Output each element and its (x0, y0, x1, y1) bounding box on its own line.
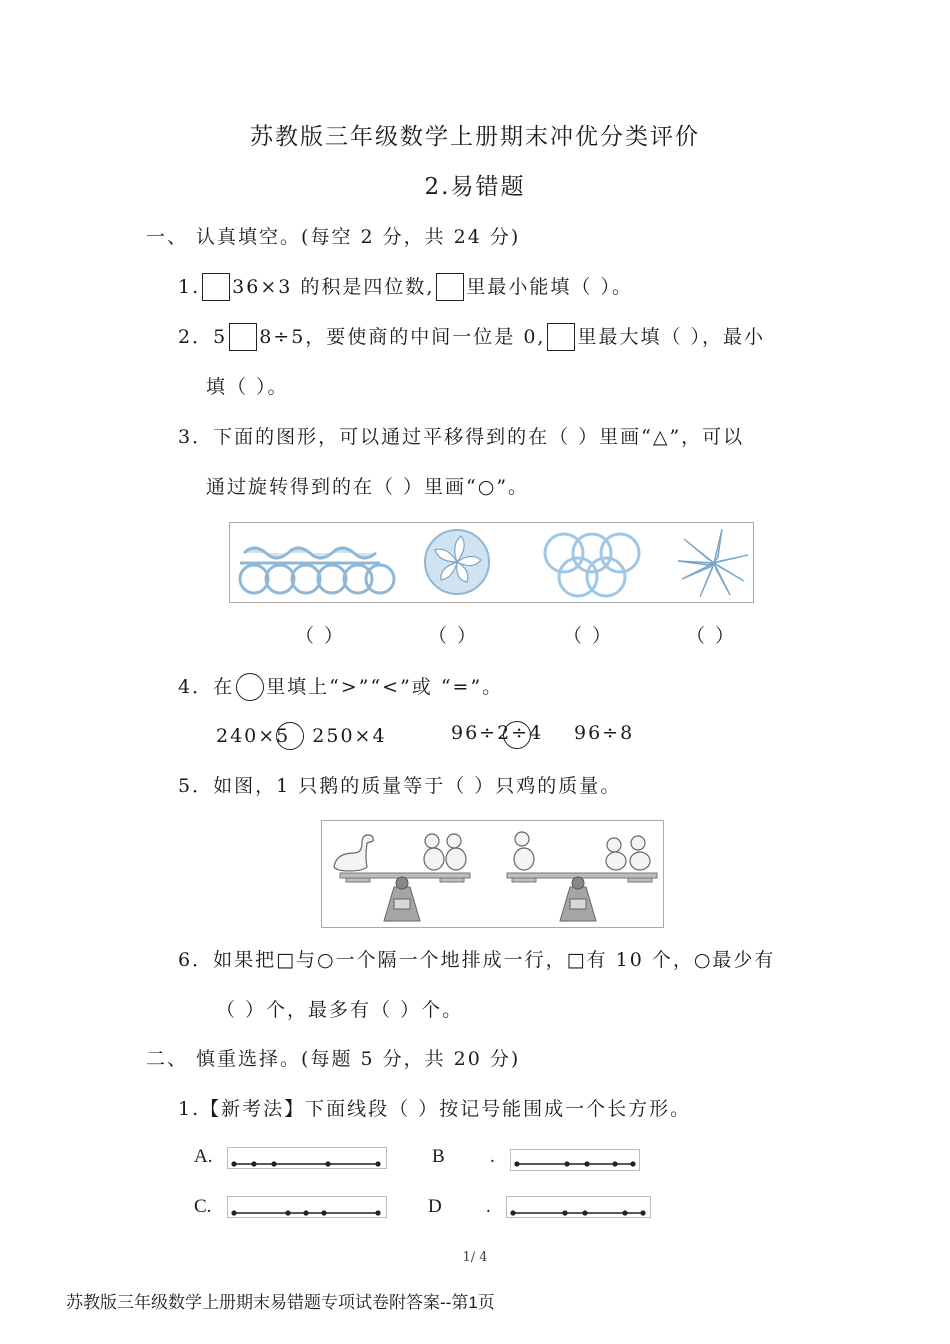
question-1-6-line2: （ ）个，最多有（ ）个。 (216, 999, 464, 1021)
option-d-label: D (428, 1196, 442, 1217)
option-c-segments (227, 1196, 387, 1218)
answer-box (229, 323, 257, 351)
q2-text-end: 里最大填（ ），最小 (577, 326, 765, 348)
q4-compare-1 (216, 722, 387, 750)
answer-box (547, 323, 575, 351)
page-footer: 苏教版三年级数学上册期末易错题专项试卷附答案--第1页 (66, 1293, 495, 1312)
transform-figures (229, 522, 754, 603)
option-b-dot: . (490, 1146, 495, 1167)
section2-heading: 二、 慎重选择。(每题 5 分，共 20 分) (146, 1048, 521, 1070)
expr-left: 96÷2÷4 (451, 722, 544, 744)
compare-circle (236, 673, 264, 701)
figures-svg (230, 523, 753, 602)
question-1-1 (178, 272, 633, 301)
balance-figure (321, 820, 664, 928)
q1-text: 36×3 的积是四位数, (232, 276, 435, 298)
question-1-3-line2: 通过旋转得到的在（ ）里画“○”。 (206, 476, 530, 498)
page-number: 1/ 4 (462, 1250, 488, 1265)
q3-blank-1: （ ） (295, 625, 346, 647)
balance-svg (322, 821, 663, 927)
option-d-dot: . (486, 1196, 491, 1217)
expr-left: 240×5 (216, 725, 291, 747)
question-2-1: 1.【新考法】下面线段（ ）按记号能围成一个长方形。 (178, 1098, 692, 1120)
document-title: 苏教版三年级数学上册期末冲优分类评价 (250, 124, 700, 150)
option-b-label: B (432, 1146, 445, 1167)
q1-text-end: 里最小能填（ ）。 (466, 276, 633, 298)
option-a-segments (227, 1147, 387, 1169)
q2-number: 2．5 (178, 326, 228, 348)
q4-text: 里填上“>”“<”或 “=”。 (266, 676, 504, 698)
q4-lead: 4．在 (178, 676, 235, 698)
option-b-segments (510, 1149, 640, 1171)
question-1-6-line1: 6．如果把□与○一个隔一个地排成一行，□有 10 个，○最少有 (178, 949, 776, 971)
right-scale (507, 832, 657, 921)
segment-svg (511, 1150, 639, 1170)
segment-svg (228, 1197, 386, 1217)
option-c-label: C. (194, 1196, 212, 1217)
left-scale (334, 834, 470, 921)
bauhinia-figure (425, 530, 489, 594)
expr-right-2: 96÷8 (574, 722, 635, 744)
question-1-5: 5．如图，1 只鹅的质量等于（ ）只鸡的质量。 (178, 775, 622, 797)
document-subtitle: 2.易错题 (424, 174, 526, 200)
section1-heading: 一、 认真填空。(每空 2 分，共 24 分) (146, 226, 521, 248)
question-1-2 (178, 322, 765, 351)
segment-svg (228, 1148, 386, 1168)
question-1-3-line1: 3．下面的图形，可以通过平移得到的在（ ）里画“△”，可以 (178, 426, 745, 448)
olympic-rings-figure (545, 534, 639, 596)
q3-blank-4: （ ） (686, 625, 737, 647)
option-d-segments (506, 1196, 651, 1218)
expr-right: 250×4 (312, 725, 387, 747)
option-a-label: A. (194, 1146, 213, 1167)
chick-icon (424, 834, 466, 870)
q1-number: 1. (178, 276, 201, 298)
goose-icon (334, 835, 373, 871)
q3-blank-3: （ ） (563, 625, 614, 647)
answer-box (436, 273, 464, 301)
compare-circle (503, 721, 531, 749)
star-figure (678, 529, 748, 597)
question-1-2-line2: 填（ ）。 (206, 376, 289, 398)
q3-blank-2: （ ） (428, 625, 479, 647)
q2-text: 8÷5，要使商的中间一位是 0, (259, 326, 546, 348)
segment-svg (507, 1197, 650, 1217)
answer-box (202, 273, 230, 301)
chain-figure (240, 548, 394, 593)
chick-icon (514, 832, 650, 870)
question-1-4 (178, 672, 503, 701)
compare-circle (276, 722, 304, 750)
